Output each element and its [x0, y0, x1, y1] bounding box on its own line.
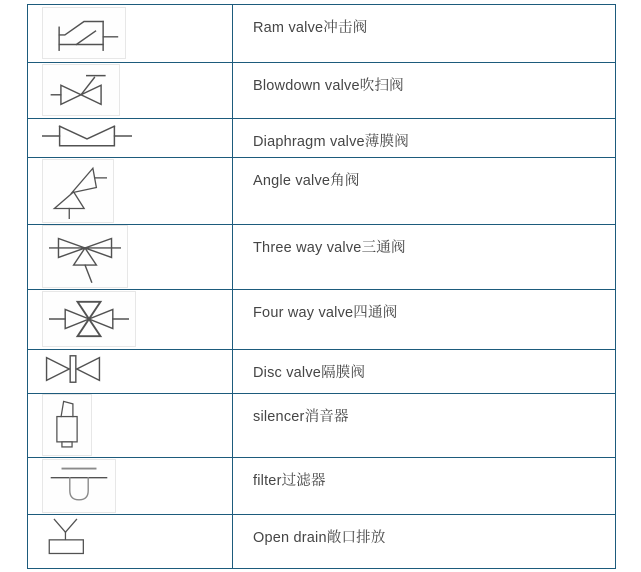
label-cell [233, 158, 616, 225]
blowdown-valve-icon [42, 64, 120, 116]
symbol-cell [28, 394, 233, 458]
table-row [28, 394, 616, 458]
label-cell [233, 225, 616, 290]
table-row [28, 158, 616, 225]
row-label: filter过滤器 [253, 473, 326, 489]
ram-valve-icon [42, 7, 126, 59]
row-label: silencer消音器 [253, 409, 349, 425]
legend-page [27, 4, 616, 569]
symbol-cell [28, 225, 233, 290]
table-row [28, 5, 616, 63]
row-label: Blowdown valve吹扫阀 [253, 78, 404, 94]
row-label: Diaphragm valve薄膜阀 [253, 134, 409, 150]
four-way-valve-icon [42, 291, 136, 347]
label-cell [233, 350, 616, 394]
diaphragm-valve-icon [42, 122, 132, 150]
row-label: Open drain敞口排放 [253, 530, 386, 546]
label-cell [233, 290, 616, 350]
row-label: Angle valve角阀 [253, 173, 360, 189]
table-row [28, 290, 616, 350]
row-label: Three way valve三通阀 [253, 240, 406, 256]
table-row [28, 119, 616, 158]
three-way-valve-icon [42, 225, 128, 288]
label-cell [233, 5, 616, 63]
label-cell [233, 119, 616, 158]
symbol-cell [28, 515, 233, 569]
row-label: Disc valve隔膜阀 [253, 365, 366, 381]
symbol-cell [28, 158, 233, 225]
filter-icon [42, 459, 116, 513]
label-cell [233, 515, 616, 569]
angle-valve-icon [42, 159, 114, 223]
symbol-cell [28, 350, 233, 394]
table-row [28, 350, 616, 394]
silencer-icon [42, 394, 92, 456]
table-row [28, 63, 616, 119]
row-label: Four way valve四通阀 [253, 305, 398, 321]
symbol-cell [28, 5, 233, 63]
label-cell [233, 458, 616, 515]
symbol-cell [28, 458, 233, 515]
symbol-cell [28, 63, 233, 119]
symbol-cell [28, 119, 233, 158]
label-cell [233, 394, 616, 458]
row-label: Ram valve冲击阀 [253, 20, 368, 36]
table-row [28, 225, 616, 290]
table-row [28, 458, 616, 515]
table-row [28, 515, 616, 569]
open-drain-icon [42, 516, 94, 562]
symbol-cell [28, 290, 233, 350]
disc-valve-icon [42, 352, 104, 386]
label-cell [233, 63, 616, 119]
valve-symbol-legend-table [27, 4, 616, 569]
